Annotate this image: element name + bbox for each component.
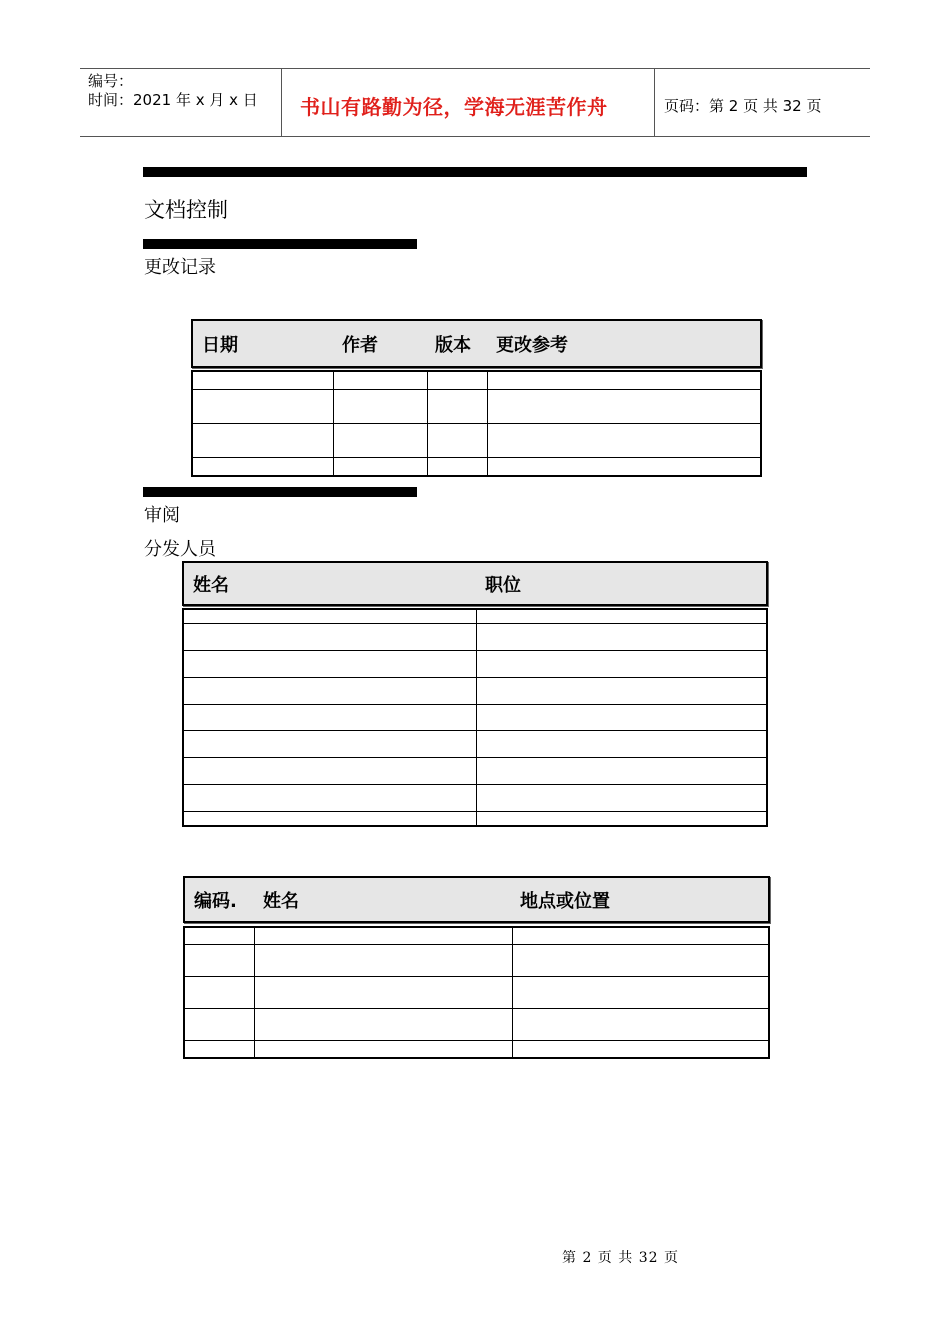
table-row: [193, 423, 760, 457]
change-record-header: [191, 319, 762, 368]
col-date: 日期: [202, 334, 238, 356]
cell[interactable]: [333, 458, 427, 475]
cell[interactable]: [512, 928, 768, 944]
table-row: [184, 758, 766, 785]
cell[interactable]: [476, 650, 766, 677]
cell[interactable]: [476, 704, 766, 731]
cell[interactable]: [512, 944, 768, 976]
table-row: [184, 812, 766, 825]
cell[interactable]: [193, 423, 333, 457]
col-position: 职位: [485, 574, 521, 596]
cell[interactable]: [487, 423, 760, 457]
cell[interactable]: [185, 944, 254, 976]
cell[interactable]: [333, 372, 427, 389]
cell[interactable]: [476, 610, 766, 623]
table-row: [185, 976, 768, 1008]
review-heading: 审阅: [144, 505, 180, 526]
cell[interactable]: [185, 976, 254, 1008]
table-row: [184, 623, 766, 650]
table-row: [184, 610, 766, 623]
cell[interactable]: [476, 758, 766, 785]
cell[interactable]: [184, 758, 476, 785]
cell[interactable]: [427, 458, 487, 475]
table-row: [193, 389, 760, 423]
col-version: 版本: [435, 334, 471, 356]
cell[interactable]: [184, 650, 476, 677]
cell[interactable]: [193, 458, 333, 475]
cell[interactable]: [184, 704, 476, 731]
cell[interactable]: [254, 1009, 512, 1041]
cell[interactable]: [254, 976, 512, 1008]
header-divider-2: [654, 69, 655, 136]
cell[interactable]: [185, 928, 254, 944]
col-name: 姓名: [263, 890, 299, 912]
cell[interactable]: [512, 976, 768, 1008]
table-row: [184, 785, 766, 812]
table-row: [185, 928, 768, 944]
cell[interactable]: [476, 785, 766, 812]
cell[interactable]: [476, 812, 766, 825]
cell[interactable]: [184, 610, 476, 623]
cell[interactable]: [184, 731, 476, 758]
table-row: [184, 731, 766, 758]
doc-code-label: 编号：: [88, 72, 134, 90]
col-change-ref: 更改参考: [496, 334, 568, 356]
table-row: [185, 944, 768, 976]
cell[interactable]: [512, 1009, 768, 1041]
section-bar-review: [143, 487, 417, 497]
table-row: [193, 372, 760, 389]
cell[interactable]: [487, 372, 760, 389]
cell[interactable]: [184, 677, 476, 704]
table-row: [185, 1041, 768, 1057]
col-name: 姓名: [193, 574, 229, 596]
change-record-table: [191, 370, 762, 477]
cell[interactable]: [512, 1041, 768, 1057]
table-row: [184, 704, 766, 731]
col-author: 作者: [342, 334, 378, 356]
distribution-table: [182, 608, 768, 827]
table-row: [185, 1009, 768, 1041]
cell[interactable]: [427, 423, 487, 457]
cell[interactable]: [427, 389, 487, 423]
cell[interactable]: [476, 677, 766, 704]
cell[interactable]: [333, 389, 427, 423]
header-divider-1: [281, 69, 282, 136]
cell[interactable]: [185, 1041, 254, 1057]
cell[interactable]: [333, 423, 427, 457]
table-row: [184, 650, 766, 677]
cell[interactable]: [476, 731, 766, 758]
header-top-rule: [80, 68, 870, 69]
header-bottom-rule: [80, 136, 870, 137]
col-location: 地点或位置: [520, 890, 610, 912]
header-page-info: 页码：第 2 页 共 32 页: [664, 97, 822, 115]
page-title: 文档控制: [144, 198, 228, 222]
cell[interactable]: [476, 623, 766, 650]
footer-page-number: 第 2 页 共 32 页: [562, 1250, 679, 1266]
cell[interactable]: [185, 1009, 254, 1041]
cell[interactable]: [254, 928, 512, 944]
locations-header: [183, 876, 770, 923]
cell[interactable]: [184, 812, 476, 825]
cell[interactable]: [184, 623, 476, 650]
section-bar-change-record: [143, 239, 417, 249]
table-row: [184, 677, 766, 704]
cell[interactable]: [254, 944, 512, 976]
locations-table: [183, 926, 770, 1059]
cell[interactable]: [184, 785, 476, 812]
cell[interactable]: [487, 458, 760, 475]
table-row: [193, 458, 760, 475]
cell[interactable]: [427, 372, 487, 389]
doc-date-label: 时间：2021 年 x 月 x 日: [88, 91, 258, 109]
title-bar: [143, 167, 807, 177]
distribution-header: [182, 561, 768, 606]
col-code: 编码.: [194, 890, 237, 912]
cell[interactable]: [487, 389, 760, 423]
distribution-heading: 分发人员: [144, 539, 216, 560]
change-record-heading: 更改记录: [144, 257, 216, 278]
cell[interactable]: [193, 372, 333, 389]
cell[interactable]: [193, 389, 333, 423]
cell[interactable]: [254, 1041, 512, 1057]
header-motto: 书山有路勤为径，学海无涯苦作舟: [300, 95, 608, 119]
